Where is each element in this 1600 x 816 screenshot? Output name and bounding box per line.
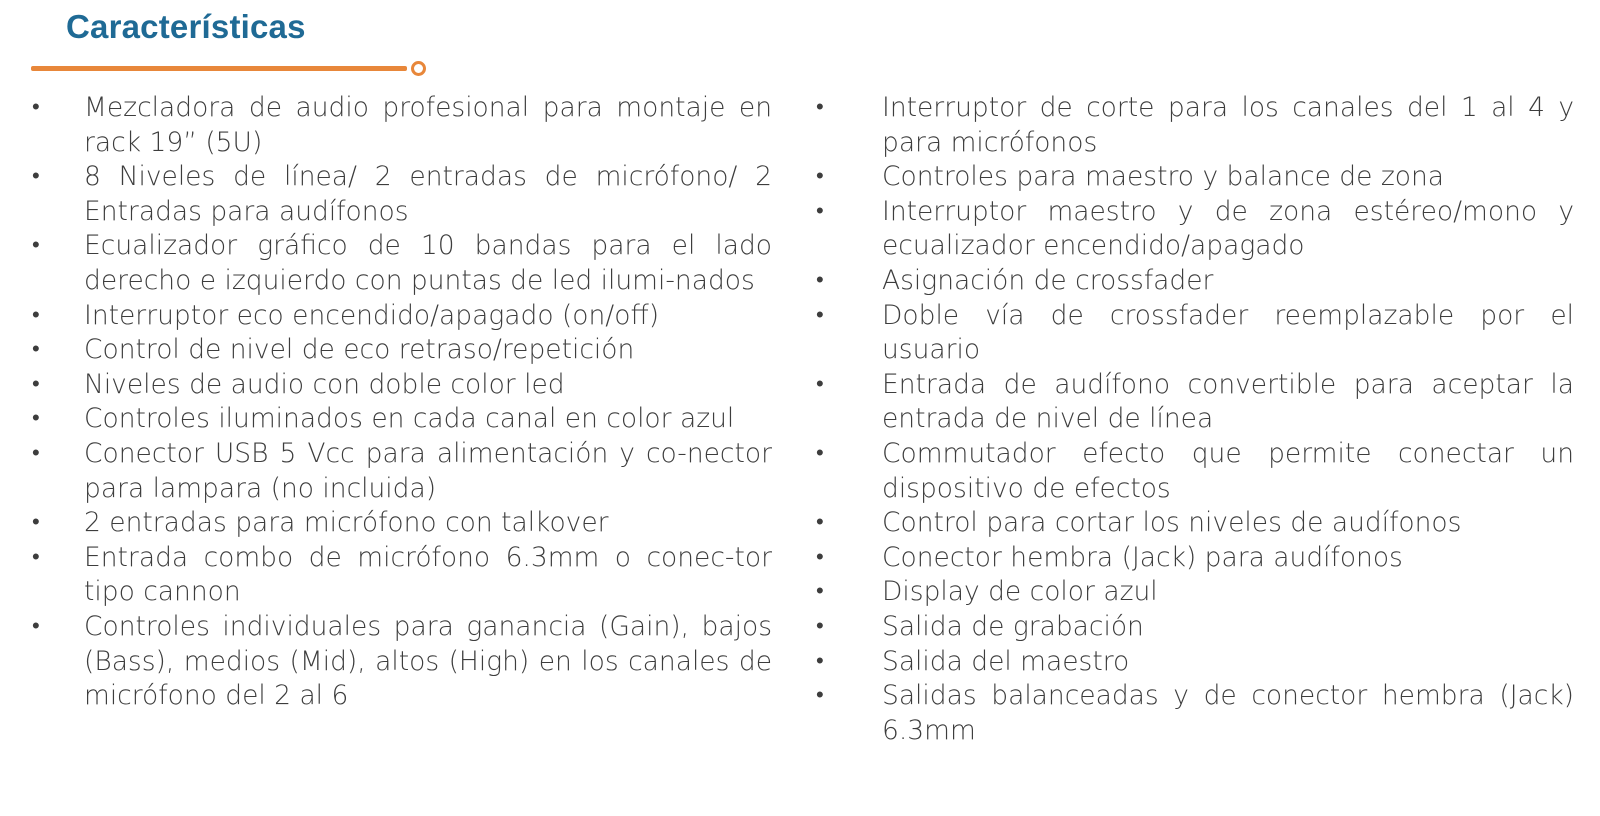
bullet-icon: • <box>32 510 40 536</box>
bullet-icon: • <box>816 95 824 120</box>
list-item <box>30 506 772 541</box>
bullet-icon: • <box>32 406 40 432</box>
list-item <box>30 541 772 610</box>
bullet-icon: • <box>816 267 824 293</box>
bullet-icon: • <box>816 371 824 397</box>
feature-text: 2 entradas para micrófono con talkover <box>84 507 609 539</box>
feature-text: Controles individuales para ganancia (Gain), bajos (Bass), medios (Mid), altos (High) en los canales de micrófono del 2 al 6 <box>84 610 772 712</box>
feature-text: Salidas balanceadas y de conector hembra (Jack) 6.3mm <box>882 680 1574 746</box>
features-list-right <box>816 91 1574 748</box>
list-item <box>816 610 1574 645</box>
feature-text: Asignación de crossfader <box>882 264 1214 296</box>
feature-text: Conector USB 5 Vcc para alimentación y co-nector para lampara (no incluida) <box>84 437 772 504</box>
bullet-icon: • <box>32 613 40 639</box>
bullet-icon: • <box>32 544 40 570</box>
list-item <box>816 541 1574 576</box>
list-item <box>30 229 772 298</box>
list-item <box>30 299 772 334</box>
title-underline <box>31 66 407 71</box>
list-item <box>30 160 772 229</box>
bullet-icon: • <box>816 164 824 190</box>
list-item <box>816 368 1574 437</box>
feature-text: Interruptor de corte para los canales del 1 al 4 y para micrófonos <box>882 92 1574 158</box>
bullet-icon: • <box>32 302 40 328</box>
feature-text: Entrada de audífono convertible para aceptar la entrada de nivel de línea <box>882 368 1574 435</box>
list-item <box>30 610 772 714</box>
feature-text: Salida del maestro <box>882 645 1130 677</box>
feature-text: Entrada combo de micrófono 6.3mm o conec-tor tipo cannon <box>84 541 772 608</box>
feature-text: Conector hembra (Jack) para audífonos <box>882 541 1403 573</box>
feature-text: Salida de grabación <box>882 610 1144 642</box>
feature-text: 8 Niveles de línea/ 2 entradas de micrófono/ 2 Entradas para audífonos <box>84 161 772 227</box>
feature-text: Display de color azul <box>882 576 1158 608</box>
bullet-icon: • <box>816 510 824 536</box>
list-item <box>816 506 1574 541</box>
bullet-icon: • <box>32 95 40 120</box>
list-item <box>816 437 1574 506</box>
bullet-icon: • <box>816 544 824 570</box>
feature-text: Interruptor eco encendido/apagado (on/off) <box>84 299 660 331</box>
list-item <box>30 333 772 368</box>
underline-end-dot <box>411 61 426 76</box>
list-item <box>30 402 772 437</box>
bullet-icon: • <box>32 371 40 397</box>
feature-text: Mezcladora de audio profesional para montaje en rack 19” (5U) <box>84 92 772 158</box>
list-item <box>816 575 1574 610</box>
bullet-icon: • <box>816 302 824 328</box>
list-item <box>816 299 1574 368</box>
bullet-icon: • <box>816 579 824 605</box>
feature-text: Ecualizador gráfico de 10 bandas para el lado derecho e izquierdo con puntas de led ilumi-nados <box>84 230 772 296</box>
list-item <box>30 368 772 403</box>
list-item <box>816 264 1574 299</box>
feature-text: Commutador efecto que permite conectar un dispositivo de efectos <box>882 437 1574 504</box>
feature-text: Control para cortar los niveles de audífonos <box>882 507 1462 539</box>
bullet-icon: • <box>32 164 40 190</box>
feature-text: Interruptor maestro y de zona estéreo/mono y ecualizador encendido/apagado <box>882 195 1574 262</box>
list-item <box>816 160 1574 195</box>
bullet-icon: • <box>32 337 40 363</box>
bullet-icon: • <box>816 440 824 466</box>
feature-text: Niveles de audio con doble color led <box>84 368 565 400</box>
list-item <box>816 645 1574 680</box>
feature-text: Controles iluminados en cada canal en color azul <box>84 403 735 435</box>
bullet-icon: • <box>32 233 40 259</box>
bullet-icon: • <box>816 683 824 709</box>
list-item <box>816 91 1574 160</box>
list-item <box>30 437 772 506</box>
section-title: Características <box>66 8 306 45</box>
features-list-left <box>30 91 772 714</box>
list-item <box>816 679 1574 748</box>
feature-text: Controles para maestro y balance de zona <box>882 161 1445 193</box>
bullet-icon: • <box>816 613 824 639</box>
list-item <box>30 91 772 160</box>
list-item <box>816 195 1574 264</box>
feature-text: Control de nivel de eco retraso/repetición <box>84 334 635 366</box>
bullet-icon: • <box>816 198 824 224</box>
feature-text: Doble vía de crossfader reemplazable por el usuario <box>882 299 1574 366</box>
bullet-icon: • <box>32 440 40 466</box>
bullet-icon: • <box>816 648 824 674</box>
